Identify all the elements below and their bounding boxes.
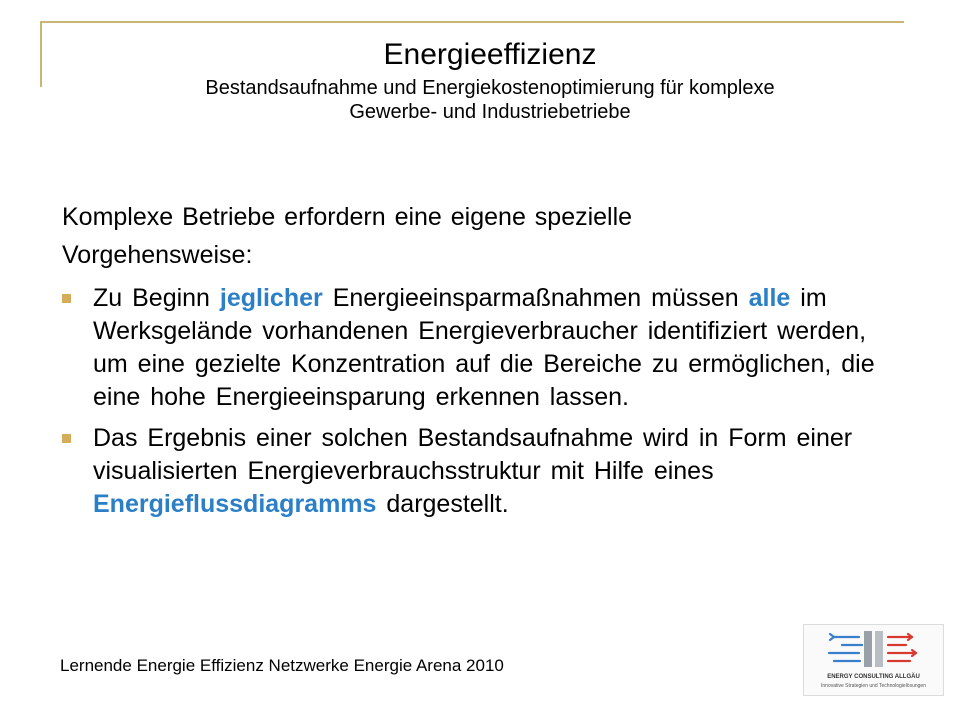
frame-top-line: [40, 21, 904, 23]
bullet-item-1: [62, 282, 902, 414]
slide-subtitle: [60, 76, 920, 124]
bullet-square-icon: [62, 294, 71, 303]
bullet-2-highlight: Energieflussdiagramms: [93, 490, 377, 518]
logo-tagline: Innovative Strategien und Technologielösungen: [821, 683, 926, 689]
logo-company-name: ENERGY CONSULTING ALLGÄU: [827, 674, 920, 680]
frame-left-line: [40, 21, 42, 87]
bullet-1-text-b: Energieeinsparmaßnahmen müssen: [322, 284, 749, 312]
intro-text: [62, 198, 902, 274]
slide-title: Energieeffizienz: [383, 38, 597, 71]
slide-body: [62, 198, 902, 521]
bullet-square-icon: [62, 434, 71, 443]
bullet-1-highlight-b: alle: [748, 284, 791, 312]
subtitle-line-1: Bestandsaufnahme und Energiekostenoptimierung für komplexe: [205, 77, 775, 99]
bullet-2-text-b: dargestellt.: [376, 490, 509, 518]
bullet-1-text-a: Zu Beginn: [93, 284, 220, 312]
intro-line-2: Vorgehensweise:: [62, 241, 253, 269]
subtitle-line-2: Gewerbe- und Industriebetriebe: [349, 101, 631, 123]
bullet-1-highlight-a: jeglicher: [219, 284, 323, 312]
logo-arrows-icon: [804, 625, 943, 675]
bullet-1-text-c: im Werksgelände vorhandenen Energieverbraucher identifiziert werden, um eine gezielte Konzentration auf die Bereiche zu ermöglichen, die eine hohe Energieeinsparung erkennen lassen.: [93, 284, 875, 411]
company-logo: [803, 624, 944, 696]
footer-text: Lernende Energie Effizienz Netzwerke Energie Arena 2010: [60, 656, 504, 675]
title-block: [60, 36, 920, 124]
bullet-item-2: [62, 422, 902, 521]
intro-line-1: Komplexe Betriebe erfordern eine eigene spezielle: [62, 203, 633, 231]
bullet-2-text-a: Das Ergebnis einer solchen Bestandsaufnahme wird in Form einer visualisierten Energieverbrauchsstruktur mit Hilfe eines: [93, 424, 853, 485]
